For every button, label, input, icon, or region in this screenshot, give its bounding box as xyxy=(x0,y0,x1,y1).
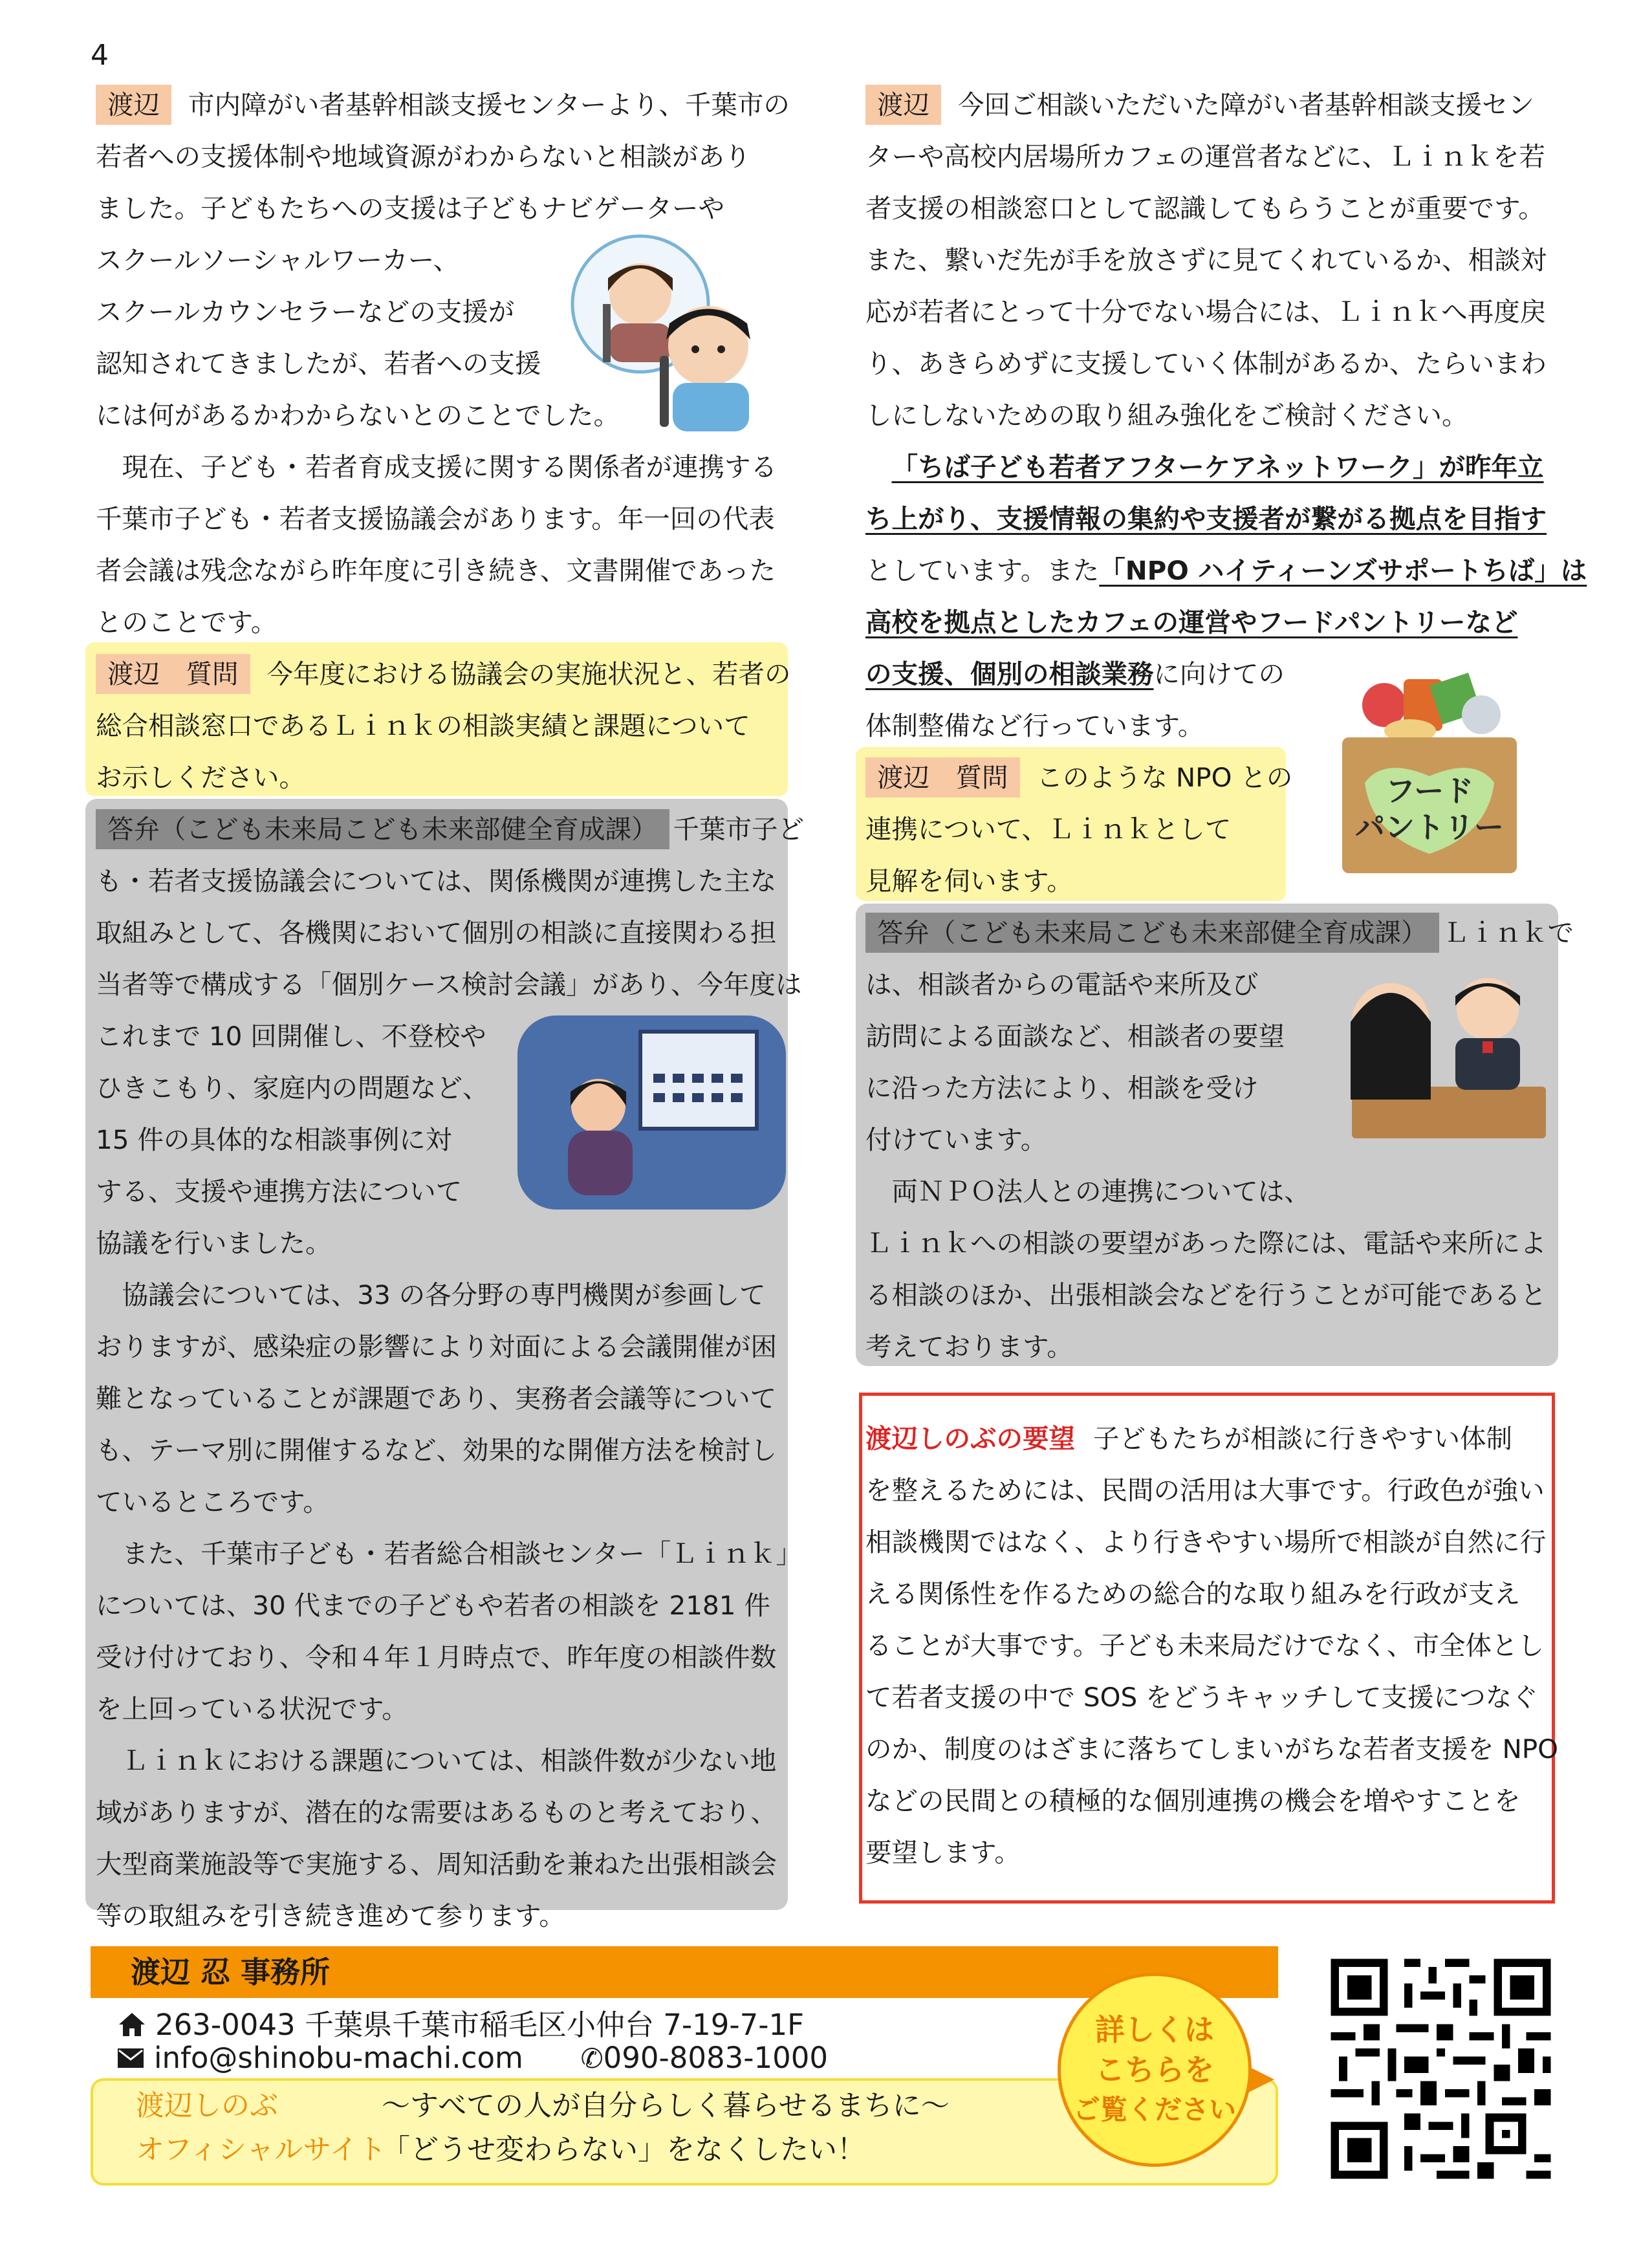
left-answer-line: これまで 10 回開催し、不登校や xyxy=(96,1021,486,1052)
phone-call-illustration xyxy=(569,233,789,433)
left-intro-line: スクールソーシャルワーカー、 xyxy=(96,244,460,276)
left-answer-line: 域がありますが、潜在的な需要はあるものと考えており、 xyxy=(96,1797,777,1828)
request-line: ることが大事です。子ども未来局だけでなく、市全体とし xyxy=(865,1630,1544,1661)
right-intro-line: 者支援の相談窓口として認識してもらうことが重要です。 xyxy=(865,193,1545,224)
left-answer-line: 当者等で構成する「個別ケース検討会議」があり、今年度は xyxy=(96,969,802,1000)
network-line: 「ちば子ども若者アフターケアネットワーク」が昨年立 xyxy=(891,451,1544,483)
left-answer-line: も、テーマ別に開催するなど、効果的な開催方法を検討し xyxy=(96,1435,777,1466)
left-intro-line: には何があるかわからないとのことでした。 xyxy=(96,400,620,431)
right-intro-line: 渡辺 今回ご相談いただいた障がい者基幹相談支援セン xyxy=(865,79,1558,131)
consultation-illustration xyxy=(1339,951,1556,1145)
request-line: などの民間との積極的な個別連携の機会を増やすことを xyxy=(865,1785,1521,1816)
right-intro-line: り、あきらめずに支援していく体制があるか、たらいまわ xyxy=(865,348,1547,379)
right-question-line: 見解を伺います。 xyxy=(865,865,1073,896)
left-answer-line: を上回っている状況です。 xyxy=(96,1693,408,1724)
left-answer-line: 答弁（こども未来局こども未来部健全育成課） 千葉市子ど xyxy=(96,803,784,855)
right-answer-line: 両ＮＰＯ法人との連携については、 xyxy=(891,1176,1310,1207)
left-intro-line: 認知されてきましたが、若者への支援 xyxy=(96,348,541,379)
request-line: 要望します。 xyxy=(865,1837,1021,1868)
speaker-tag: 渡辺 xyxy=(865,85,941,125)
speaker-tag: 渡辺 xyxy=(96,85,171,125)
left-answer-line: 協議会については、33 の各分野の専門機関が参画して xyxy=(122,1279,766,1310)
left-question-line: お示しください。 xyxy=(96,762,305,793)
site-slogan: ～すべての人が自分らしく暮らせるまちに～ 「どうせ変わらない」をなくしたい！ xyxy=(382,2089,950,2166)
answer-tag: 答弁（こども未来局こども未来部健全育成課） xyxy=(865,913,1439,953)
question-tag: 渡辺 質問 xyxy=(865,757,1020,798)
left-answer-line: 難となっていることが課題であり、実務者会議等について xyxy=(96,1383,777,1414)
left-intro-line: 千葉市子ども・若者支援協議会があります。年一回の代表 xyxy=(96,503,775,534)
right-answer-line: 答弁（こども未来局こども未来部健全育成課） Ｌｉｎｋで xyxy=(865,907,1558,959)
right-answer-line: Ｌｉｎｋへの相談の要望があった際には、電話や来所によ xyxy=(865,1228,1547,1259)
mail-icon xyxy=(116,2047,145,2069)
request-line: 渡辺しのぶの要望 子どもたちが相談に行きやすい体制 xyxy=(865,1423,1512,1454)
bubble-pointer xyxy=(1248,2067,1274,2092)
network-line: ち上がり、支援情報の集約や支援者が繋がる拠点を目指す xyxy=(865,503,1547,534)
request-line: 相談機関ではなく、より行きやすい場所で相談が自然に行 xyxy=(865,1526,1547,1558)
details-bubble[interactable]: 詳しくは こちらを ご覧ください xyxy=(1058,1973,1252,2167)
left-answer-line: おりますが、感染症の影響により対面による会議開催が困 xyxy=(96,1331,777,1362)
right-answer-line: に沿った方法により、相談を受け xyxy=(865,1072,1259,1103)
phone-number[interactable]: 090-8083-1000 xyxy=(603,2041,829,2075)
home-icon xyxy=(116,2010,147,2037)
right-intro-line: また、繋いだ先が手を放さずに見てくれているか、相談対 xyxy=(865,244,1547,276)
site-name: 渡辺しのぶ オフィシャルサイト xyxy=(136,2089,387,2166)
right-intro-line: しにしないための取り組み強化をご検討ください。 xyxy=(865,400,1468,431)
request-text xyxy=(865,1413,1559,1878)
address-row xyxy=(116,2001,804,2043)
left-intro-line: 若者への支援体制や地域資源がわからないと相談があり xyxy=(96,141,751,172)
left-question-line: 渡辺 質問 今年度における協議会の実施状況と、若者の xyxy=(96,648,784,700)
page-number: 4 xyxy=(91,39,109,72)
left-intro-line: 現在、子ども・若者育成支援に関する関係者が連携する xyxy=(122,451,777,483)
right-answer-line: 訪問による面談など、相談者の要望 xyxy=(865,1021,1285,1052)
request-line: のか、制度のはざまに落ちてしまいがちな若者支援を NPO xyxy=(865,1733,1559,1764)
left-answer-line: 取組みとして、各機関において個別の相談に直接関わる担 xyxy=(96,917,777,948)
left-answer-line: も・若者支援協議会については、関係機関が連携した主な xyxy=(96,865,777,896)
left-intro-line: とのことです。 xyxy=(96,607,277,638)
request-line: を整えるためには、民間の活用は大事です。行政色が強い xyxy=(865,1475,1545,1506)
left-answer-line: 15 件の具体的な相談事例に対 xyxy=(96,1124,452,1155)
left-intro-line: 渡辺 市内障がい者基幹相談支援センターより、千葉市の xyxy=(96,79,784,131)
right-question-line: 渡辺 質問 このような NPO との xyxy=(865,752,1558,803)
left-answer-line: 等の取組みを引き続き進めて参ります。 xyxy=(96,1900,565,1931)
qr-code[interactable] xyxy=(1323,1951,1559,2187)
left-answer-line: 大型商業施設等で実施する、周知活動を兼ねた出張相談会 xyxy=(96,1849,777,1880)
network-line: 高校を拠点としたカフェの運営やフードパントリーなど xyxy=(865,607,1518,638)
food-pantry-label: フード パントリー xyxy=(1355,774,1504,845)
left-question-line: 総合相談窓口であるＬｉｎｋの相談実績と課題について xyxy=(96,710,750,741)
office-name: 渡辺 忍 事務所 xyxy=(131,1955,331,1990)
request-line: える関係性を作るための総合的な取り組みを行政が支え xyxy=(865,1578,1521,1609)
left-answer-line: また、千葉市子ども・若者総合相談センター「Ｌｉｎｋ」 xyxy=(122,1538,802,1569)
left-answer-line: Ｌｉｎｋにおける課題については、相談件数が少ない地 xyxy=(122,1745,777,1776)
right-question-line: 連携について、Ｌｉｎｋとして xyxy=(865,814,1232,845)
left-answer-line: ているところです。 xyxy=(96,1486,329,1517)
request-line: て若者支援の中で SOS をどうキャッチして支援につなぐ xyxy=(865,1682,1538,1713)
address-text: 263-0043 千葉県千葉市稲毛区小仲台 7-19-7-1F xyxy=(155,2008,805,2042)
right-answer-line: る相談のほか、出張相談会などを行うことが可能であると xyxy=(865,1279,1547,1310)
right-intro-line: ターや高校内居場所カフェの運営者などに、Ｌｉｎｋを若 xyxy=(865,141,1545,172)
email-link[interactable]: info@shinobu-machi.com xyxy=(154,2041,523,2075)
right-answer-line: 考えております。 xyxy=(865,1331,1073,1362)
answer-tag: 答弁（こども未来局こども未来部健全育成課） xyxy=(96,809,669,849)
network-line: としています。また「NPO ハイティーンズサポートちば」は xyxy=(865,555,1587,586)
left-answer-line: 受け付けており、令和４年１月時点で、昨年度の相談件数 xyxy=(96,1642,777,1673)
network-line: 体制整備など行っています。 xyxy=(865,710,1204,741)
contact-row xyxy=(116,2041,828,2075)
left-intro-line: スクールカウンセラーなどの支援が xyxy=(96,296,515,327)
left-answer-line: ひきこもり、家庭内の問題など、 xyxy=(96,1072,489,1103)
left-answer-line: については、30 代までの子どもや若者の相談を 2181 件 xyxy=(96,1590,770,1621)
right-intro-line: 応が若者にとって十分でない場合には、Ｌｉｎｋへ再度戻 xyxy=(865,296,1547,327)
request-label: 渡辺しのぶの要望 xyxy=(865,1423,1075,1454)
left-answer-line: する、支援や連携方法について xyxy=(96,1176,462,1207)
left-intro-line: 者会議は残念ながら昨年度に引き続き、文書開催であった xyxy=(96,555,776,586)
question-tag: 渡辺 質問 xyxy=(96,654,250,694)
left-intro-line: ました。子どもたちへの支援は子どもナビゲーターや xyxy=(96,193,724,224)
hiding-child-illustration xyxy=(517,1015,786,1210)
phone-icon: ✆ xyxy=(580,2043,603,2074)
right-answer-line: 付けています。 xyxy=(865,1124,1047,1155)
network-line: の支援、個別の相談業務に向けての xyxy=(865,658,1285,689)
right-answer-line: は、相談者からの電話や来所及び xyxy=(865,969,1259,1000)
left-answer-line: 協議を行いました。 xyxy=(96,1228,332,1259)
